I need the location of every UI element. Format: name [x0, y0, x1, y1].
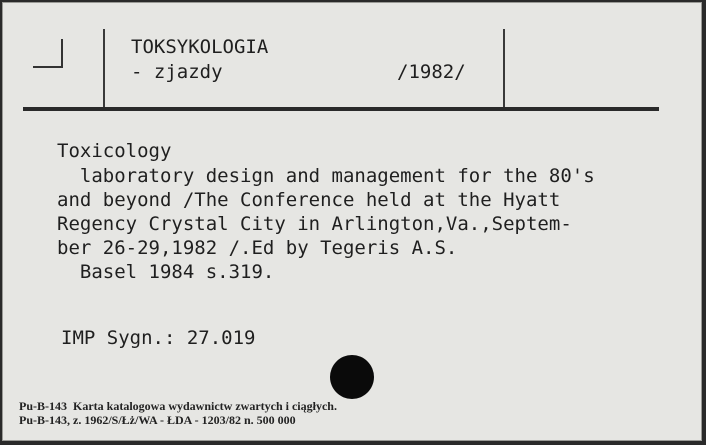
header-title: TOKSYKOLOGIA: [131, 36, 269, 58]
catalog-card: [2, 2, 702, 441]
header-divider-left: [103, 29, 105, 109]
entry-line-4: ber 26-29,1982 /.Ed by Tegeris A.S.: [57, 237, 458, 259]
entry-line-3: Regency Crystal City in Arlington,Va.,Septem-: [57, 213, 572, 235]
corner-mark-vertical: [61, 39, 63, 67]
call-number: IMP Sygn.: 27.019: [61, 327, 256, 349]
footer-line-1: Pu-B-143 Karta katalogowa wydawnictw zwartych i ciągłych.: [19, 399, 337, 413]
footer-line-2: Pu-B-143, z. 1962/S/Łż/WA - ŁDA - 1203/82 n. 500 000: [19, 413, 296, 427]
entry-line-1: laboratory design and management for the 80's: [57, 165, 595, 187]
header-rule: [23, 107, 659, 111]
header-subtitle: - zjazdy: [131, 61, 223, 83]
header-year: /1982/: [397, 61, 466, 83]
subject-heading: Toxicology: [57, 140, 172, 162]
entry-line-2: and beyond /The Conference held at the Hyatt: [57, 189, 561, 211]
entry-line-5: Basel 1984 s.319.: [57, 261, 275, 283]
corner-mark-horizontal: [33, 66, 63, 68]
punch-hole: [330, 355, 374, 399]
header-divider-right: [503, 29, 505, 109]
